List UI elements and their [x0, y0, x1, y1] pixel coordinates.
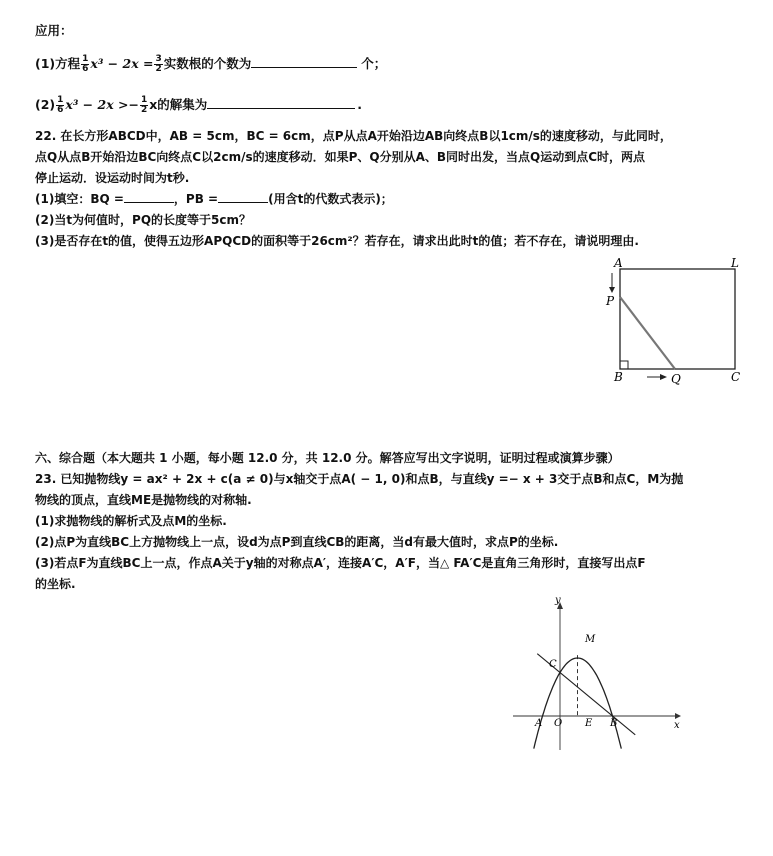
q22-part-2: (2)当t为何值时，PQ的长度等于5cm？: [35, 213, 252, 227]
label-a: A: [614, 256, 623, 270]
label-c: C: [731, 370, 741, 384]
app-q2-tail: .: [357, 97, 363, 112]
arrow-down-head: [609, 287, 615, 293]
label-m: M: [585, 634, 596, 645]
label-q: Q: [671, 372, 681, 386]
app-question-1: [35, 55, 386, 74]
app-q1-frac2-num: 3: [155, 54, 162, 64]
app-q2-expr: x³ − 2x >−: [65, 97, 139, 112]
app-q1-frac2-den: 2: [155, 64, 162, 74]
q22-part-1: [35, 190, 393, 208]
app-q2-frac-num: 1: [57, 95, 64, 105]
q22-pb-blank[interactable]: [218, 190, 268, 203]
q22-fill-suffix: (用含t的代数式表示)；: [268, 192, 393, 206]
label-b: B: [614, 370, 623, 384]
app-q2-frac2-den: 2: [140, 105, 148, 115]
q22-line-1: 22. 在长方形ABCD中，AB = 5cm，BC = 6cm，点P从点A开始沿边AB向终点B以1cm/s的速度移动，与此同时，: [35, 129, 672, 143]
q22-part-3: (3)是否存在t的值，使得五边形APQCD的面积等于26cm²？若存在，请求出此时t的值；若不存在，请说明理由.: [35, 234, 639, 248]
app-q2-fraction-2: [140, 96, 148, 115]
q23-line-2: 物线的顶点，直线ME是抛物线的对称轴.: [35, 493, 252, 507]
right-angle-mark: [620, 361, 628, 369]
app-q1-expr: x³ − 2x =: [90, 56, 154, 71]
q23-part-1: (1)求抛物线的解析式及点M的坐标.: [35, 514, 227, 528]
label-o: O: [554, 718, 563, 729]
q23-line-1: 23. 已知抛物线y = ax² + 2x + c(a ≠ 0)与x轴交于点A( − 1, 0)和点B，与直线y =− x + 3交于点B和点C，M为抛: [35, 472, 684, 486]
app-q2-fraction: [56, 96, 64, 115]
q22-fill-prefix: (1)填空：BQ =: [35, 192, 124, 206]
app-question-2: [35, 96, 362, 115]
label-e: E: [585, 718, 593, 729]
q23-parabola-figure: [505, 595, 695, 755]
label-x-axis: x: [674, 720, 680, 731]
app-q1-frac-den: 6: [82, 64, 89, 74]
section-6-heading: 六、综合题（本大题共 1 小题，每小题 12.0 分，共 12.0 分。解答应写出文字说明，证明过程或演算步骤）: [35, 451, 620, 465]
app-q1-answer-blank[interactable]: [251, 55, 357, 68]
label-y-axis: y: [555, 595, 561, 606]
label-d: L: [731, 256, 739, 270]
app-q2-frac-den: 6: [57, 105, 64, 115]
q22-bq-blank[interactable]: [124, 190, 174, 203]
app-q2-answer-blank[interactable]: [207, 96, 355, 109]
app-q2-frac2-num: 1: [140, 95, 148, 105]
app-q1-fraction: [81, 55, 89, 74]
q22-line-3: 停止运动．设运动时间为t秒.: [35, 171, 190, 185]
app-q2-prefix: (2): [35, 97, 56, 112]
application-header: 应用：: [35, 23, 73, 38]
label-c: C: [549, 659, 557, 670]
q22-line-2: 点Q从点B开始沿边BC向终点C以2cm/s的速度移动．如果P、Q分别从A、B同时出发，当点Q运动到点C时，两点: [35, 150, 646, 164]
app-q1-fraction-2: [154, 55, 162, 74]
q23-part-2: (2)点P为直线BC上方抛物线上一点，设d为点P到直线CB的距离，当d有最大值时，求点P的坐标.: [35, 535, 559, 549]
q23-part-3a: (3)若点F为直线BC上一点，作点A关于y轴的对称点A′，连接A′C，A′F，当△ FA′C是直角三角形时，直接写出点F: [35, 556, 646, 570]
app-q1-prefix: (1)方程: [35, 56, 81, 71]
x-axis-arrow: [675, 713, 681, 719]
app-q1-frac-num: 1: [82, 54, 89, 64]
app-q1-suffix: 实数根的个数为: [163, 56, 252, 71]
q22-fill-mid: ，PB =: [173, 192, 219, 206]
app-q2-suffix: x的解集为: [149, 97, 208, 112]
label-p: P: [606, 294, 615, 308]
label-b: B: [610, 718, 618, 729]
arrow-right-head: [660, 374, 667, 380]
q23-part-3b: 的坐标.: [35, 577, 76, 591]
segment-pq: [620, 297, 675, 369]
q22-rectangle-figure: [600, 255, 750, 390]
label-a: A: [535, 718, 543, 729]
app-q1-tail: 个；: [361, 56, 387, 71]
